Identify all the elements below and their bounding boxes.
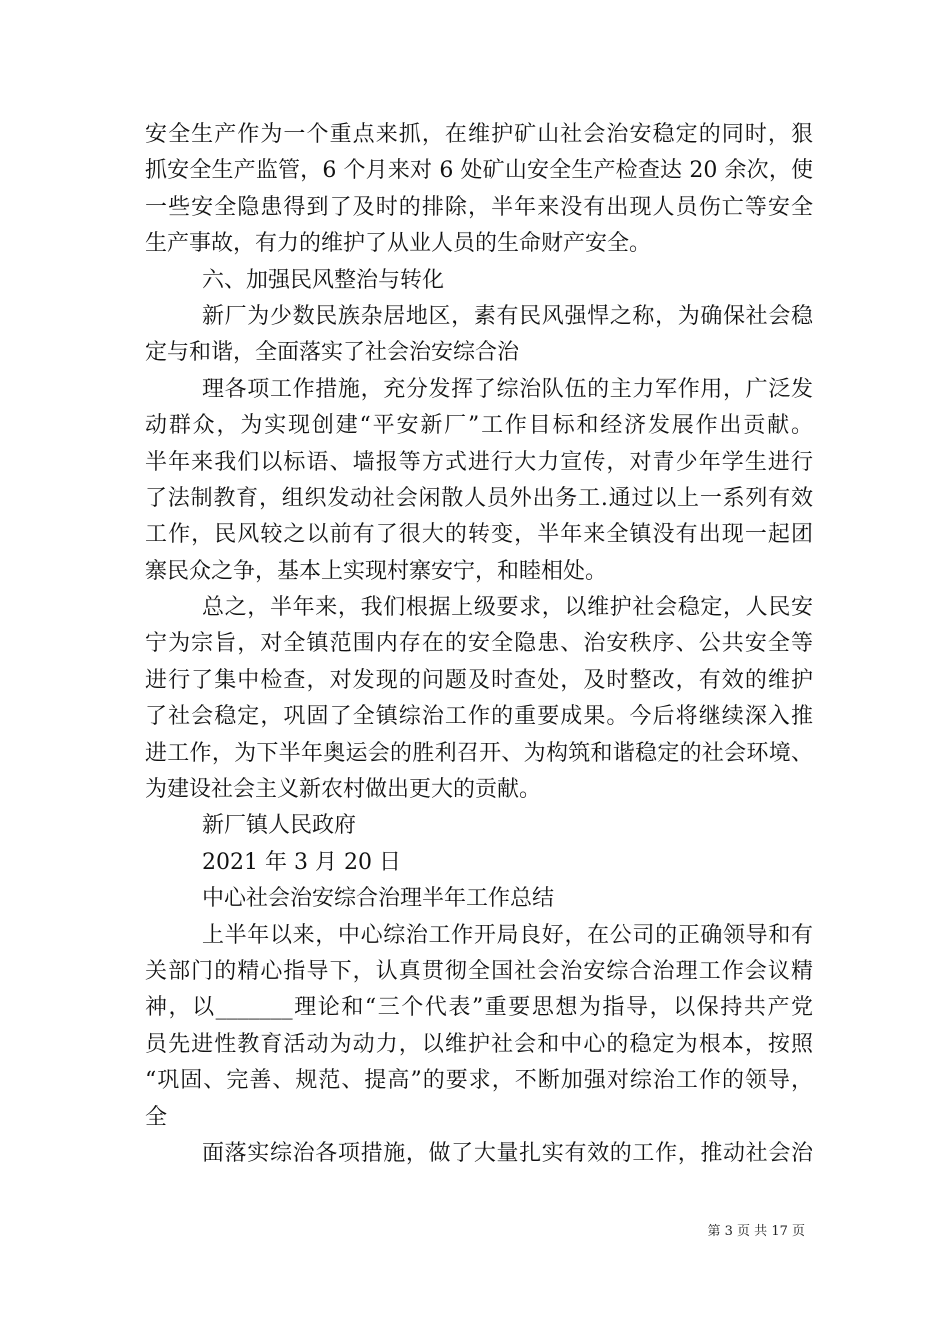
text-line: 总之，半年来，我们根据上级要求，以维护社会稳定，人民安 <box>202 595 813 621</box>
text-line: 进行了集中检查，对发现的问题及时查处，及时整改，有效的维护 <box>145 667 813 693</box>
text-line: 一些安全隐患得到了及时的排除，半年来没有出现人员伤亡等安全 <box>145 194 813 220</box>
text-line: 寨民众之争，基本上实现村寨安宁，和睦相处。 <box>145 558 608 584</box>
text-line: 半年来我们以标语、墙报等方式进行大力宣传，对青少年学生进行 <box>145 449 813 475</box>
text-line: 了社会稳定，巩固了全镇综治工作的重要成果。今后将继续深入推 <box>145 704 813 730</box>
text-line: 了法制教育，组织发动社会闲散人员外出务工.通过以上一系列有效 <box>145 485 813 511</box>
text-line: 为建设社会主义新农村做出更大的贡献。 <box>145 777 542 803</box>
text-line: 理各项工作措施，充分发挥了综治队伍的主力军作用，广泛发 <box>202 376 813 402</box>
page-number: 第 3 页 共 17 页 <box>707 1224 805 1239</box>
text-line: 安全生产作为一个重点来抓，在维护矿山社会治安稳定的同时，狠 <box>145 122 813 147</box>
text-line: 生产事故，有力的维护了从业人员的生命财产安全。 <box>145 231 652 257</box>
text-line: 员先进性教育活动为动力，以维护社会和中心的稳定为根本，按照 <box>145 1031 813 1057</box>
text-line: “巩固、完善、规范、提高”的要求，不断加强对综治工作的领导， <box>145 1068 813 1094</box>
document-title: 中心社会治安综合治理半年工作总结 <box>202 886 555 912</box>
text-line: 动群众，为实现创建“平安新厂”工作目标和经济发展作出贡献。 <box>145 413 813 439</box>
text-line: 面落实综治各项措施，做了大量扎实有效的工作，推动社会治 <box>202 1140 813 1166</box>
signature-date: 2021 年 3 月 20 日 <box>202 849 401 875</box>
document-body <box>145 117 813 1172</box>
signature-organization: 新厂镇人民政府 <box>202 813 357 839</box>
text-line: 宁为宗旨，对全镇范围内存在的安全隐患、治安秩序、公共安全等 <box>145 631 813 657</box>
text-line: 关部门的精心指导下，认真贯彻全国社会治安综合治理工作会议精 <box>145 958 813 984</box>
text-line: 定与和谐，全面落实了社会治安综合治 <box>145 340 520 366</box>
text-line: 新厂为少数民族杂居地区，素有民风强悍之称，为确保社会稳 <box>202 303 813 329</box>
section-heading: 六、加强民风整治与转化 <box>202 267 445 293</box>
text-line: 神，以_______理论和“三个代表”重要思想为指导，以保持共产党 <box>145 995 813 1021</box>
text-line: 进工作，为下半年奥运会的胜利召开、为构筑和谐稳定的社会环境、 <box>145 740 813 766</box>
text-line: 抓安全生产监管，6 个月来对 6 处矿山安全生产检查达 20 余次，使 <box>145 158 813 184</box>
text-line: 全 <box>145 1104 168 1130</box>
text-line: 上半年以来，中心综治工作开局良好，在公司的正确领导和有 <box>202 922 813 948</box>
text-line: 工作，民风较之以前有了很大的转变，半年来全镇没有出现一起团 <box>145 522 813 548</box>
